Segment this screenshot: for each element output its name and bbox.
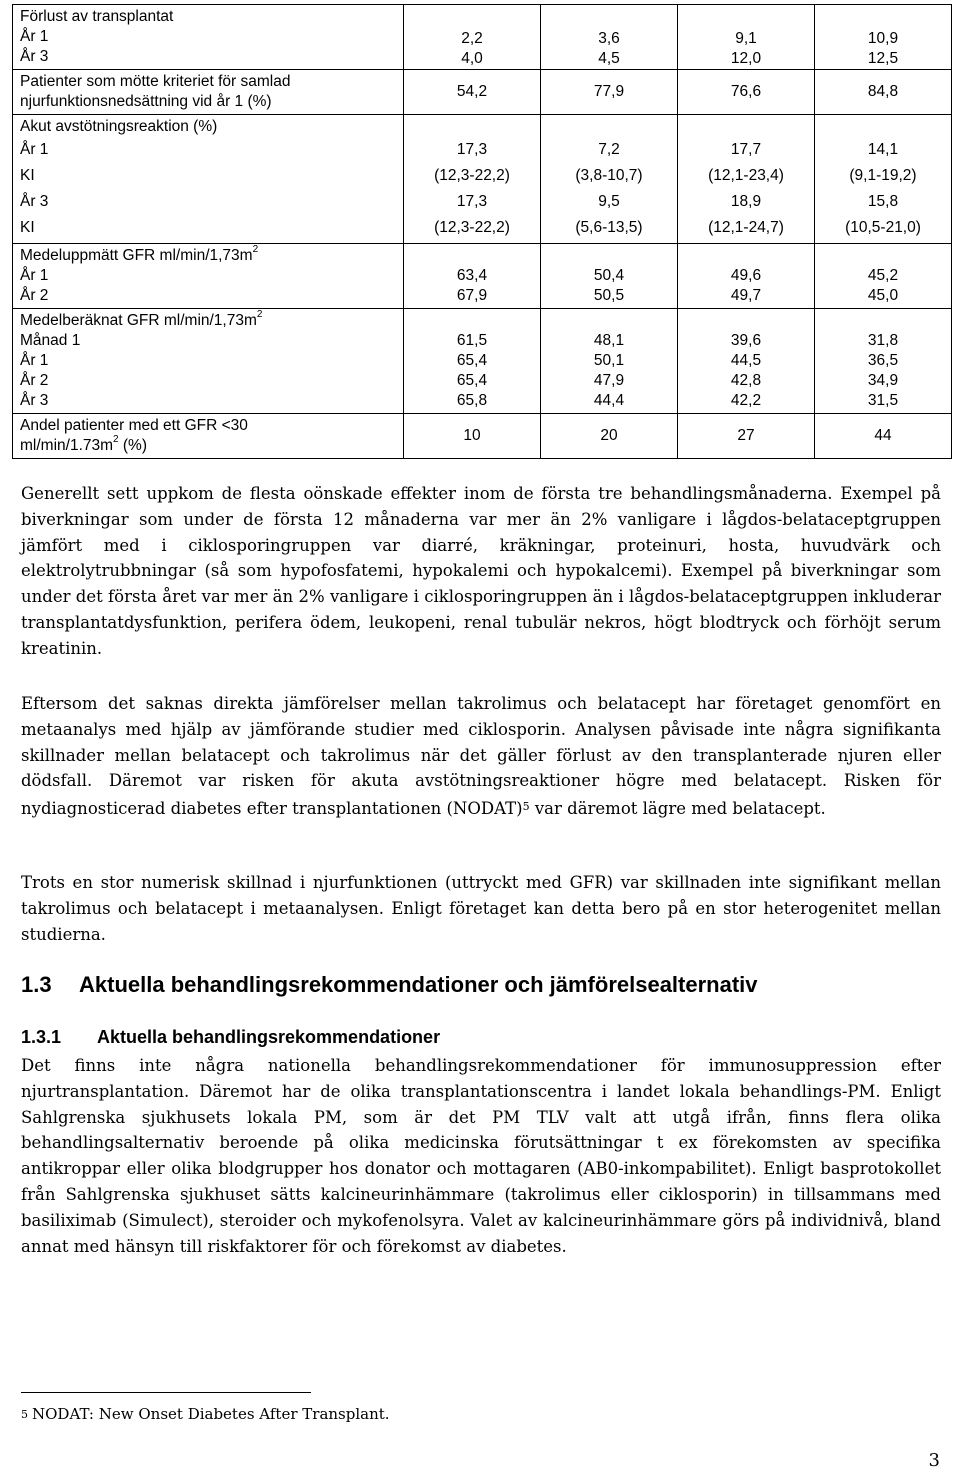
paragraph-renal-function: Trots en stor numerisk skillnad i njurfunktionen (uttryckt med GFR) var skillnaden inte signifikant mellan takrolimus och belatacept i metaanalysen. Enligt företaget kan detta bero på en stor heterogenitet mellan studierna. (21, 873, 941, 944)
row-heading: Medelberäknat GFR $ml/\min/1,73m^2$ (20, 309, 263, 329)
paragraph-meta-analysis: Eftersom det saknas direkta jämförelser mellan takrolimus och belatacept har företaget genomfört en metaanalys med hjälp av jämförande studier med ciklosporin. Analysen påvisade inte några signifikanta skillnader mellan belatacept och takrolimus när det gäller förlust av den transplanterade njuren eller dödsfall. Däremot var risken för akuta avstötningsreaktioner högre med belatacept. Risken för nydiagnosticerad diabetes efter transplantationen (NODAT)$^5$ var däremot lägre med belatacept. (21, 694, 941, 819)
paragraph-recommendations: Det finns inte några nationella behandlingsrekommendationer för immunosuppression efter njurtransplantation. Däremot har de olika transplantationscentra i landet lokala behandlings-PM. Enligt Sahlgrenska sjukhusets lokala PM, som är det PM TLV valt att utgå ifrån, finns flera olika behandlingsalternativ beroende på olika medicinska förutsättningar t ex förekomsten av specifika antikroppar eller olika blodgrupper hos donator och mottagaren (AB0-inkompabilitet). Enligt basprotokollet från Sahlgrenska sjukhuset sätts kalcineurinhämmare (takrolimus eller ciklosporin) in tillsammans med basiliximab (Simulect), steroider och mykofenolsyra. Valet av kalcineurinhämmare görs på individnivå, bland annat med hänsyn till riskfaktorer för och förekomst av diabetes. (21, 1056, 941, 1256)
table-cell: 63,4 67,9 (404, 244, 541, 309)
table-row-measured-gfr (13, 244, 952, 309)
table-cell: 48,1 50,1 47,9 44,4 (541, 309, 678, 414)
table-cell: 54,2 (404, 70, 541, 115)
table-cell: 84,8 (815, 70, 952, 115)
table-cell: 61,5 65,4 65,4 65,8 (404, 309, 541, 414)
section-heading: 1.3 Aktuella behandlingsrekommendationer och jämförelsealternativ (21, 972, 758, 997)
table-cell: 44 (815, 414, 952, 459)
table-cell: 27 (678, 414, 815, 459)
table-row-renal-impairment (13, 70, 952, 115)
table-label-cell: Medelberäknat GFR $ml/\min/1,73m^2$ Månad 1 År 1 År 2 År 3 (13, 309, 404, 414)
table-cell: 45,2 45,0 (815, 244, 952, 309)
table-row-graft-loss (13, 5, 952, 70)
table-cell: 76,6 (678, 70, 815, 115)
row-heading: Medeluppmätt GFR $ml/\min/1,73m^2$ (20, 244, 259, 264)
row-heading: Akut avstötningsreaktion (%) (20, 118, 218, 135)
table-label-cell: Andel patienter med ett GFR <30 $ml/\min/1.73m^2$ (%) (13, 414, 404, 459)
table-row-low-gfr (13, 414, 952, 459)
table-cell: 39,6 44,5 42,8 42,2 (678, 309, 815, 414)
footnote-reference[interactable]: 5 (522, 800, 530, 814)
row-sublabel: År 3 (20, 48, 49, 65)
table-cell: 17,3 (12,3-22,2) 17,3 (12,3-22,2) (404, 115, 541, 244)
table-row-calculated-gfr (13, 309, 952, 414)
table-label-cell (13, 5, 404, 70)
page-number: 3 (928, 1450, 940, 1471)
table-cell: 17,7 (12,1-23,4) 18,9 (12,1-24,7) (678, 115, 815, 244)
footnote-divider (21, 1392, 311, 1393)
table-cell: 9,1 12,0 (678, 5, 815, 70)
table-label-cell: Medeluppmätt GFR $ml/\min/1,73m^2$ År 1 År 2 (13, 244, 404, 309)
row-sublabel: År 1 (20, 28, 49, 45)
outcome-table (12, 4, 952, 459)
footnote (21, 1403, 390, 1426)
row-heading: Förlust av transplantat (20, 8, 174, 25)
table-cell: 20 (541, 414, 678, 459)
table-cell: 2,2 4,0 (404, 5, 541, 70)
table-cell: 14,1 (9,1-19,2) 15,8 (10,5-21,0) (815, 115, 952, 244)
table-cell: 77,9 (541, 70, 678, 115)
table-cell: 50,4 50,5 (541, 244, 678, 309)
table-cell: 3,6 4,5 (541, 5, 678, 70)
subsection-heading: 1.3.1 Aktuella behandlingsrekommendationer (21, 1027, 441, 1047)
footnote-text: NODAT: New Onset Diabetes After Transplant. (32, 1405, 390, 1423)
table-label-cell: Akut avstötningsreaktion (%) År 1 KI År 3 KI (13, 115, 404, 244)
table-label-cell: Patienter som mötte kriteriet för samlad njurfunktionsnedsättning vid år 1 (%) (13, 70, 404, 115)
table-cell: 10,9 12,5 (815, 5, 952, 70)
footnote-mark: 5 (21, 1408, 28, 1421)
paragraph-adverse-effects: Generellt sett uppkom de flesta oönskade effekter inom de första tre behandlingsmånaderna. Exempel på biverkningar som under de första 12 månaderna var mer än 2% vanligare i lågdos-belataceptgruppen jämfört med i ciklosporingruppen var diarré, kräkningar, proteinuri, hosta, huvudvärk och elektrolytrubbningar (så som hypofosfatemi, hypokalemi och hypokalcemi). Exempel på biverkningar som under det första året var mer än 2% vanligare i ciklosporingruppen än i lågdos-belataceptgruppen inkluderar transplantatdysfunktion, perifera ödem, leukopeni, renal tubulär nekros, högt blodtryck och förhöjt serum kreatinin. (21, 484, 941, 658)
table-cell: 31,8 36,5 34,9 31,5 (815, 309, 952, 414)
table-cell: 7,2 (3,8-10,7) 9,5 (5,6-13,5) (541, 115, 678, 244)
table-cell: 10 (404, 414, 541, 459)
table-cell: 49,6 49,7 (678, 244, 815, 309)
table-row-acute-rejection (13, 115, 952, 244)
